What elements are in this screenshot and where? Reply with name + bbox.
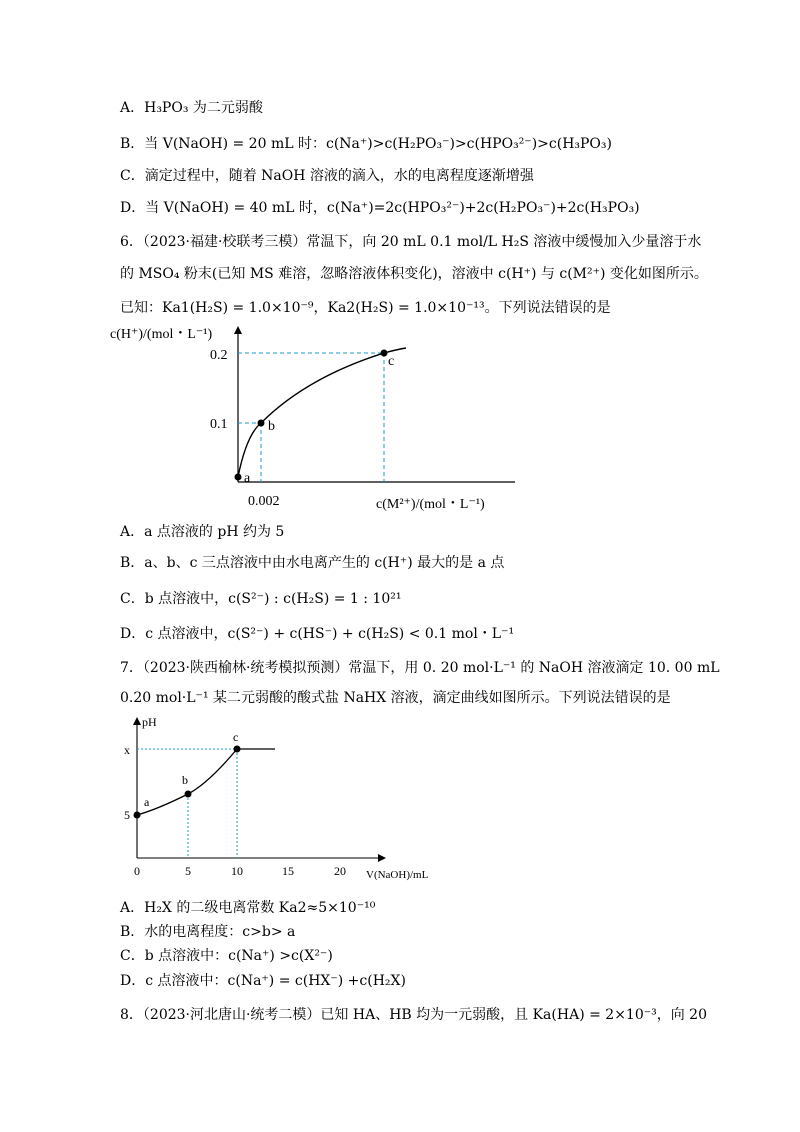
q7-label-a: a [144, 795, 150, 809]
q6-x-label: c(M²⁺)/(mol・L⁻¹) [376, 497, 485, 512]
q6-ytick-0-1: 0.1 [210, 417, 228, 432]
q7-label-b: b [182, 773, 188, 787]
q6-option-b: B．a、b、c 三点溶液中由水电离产生的 c(H⁺) 最大的是 a 点 [120, 555, 505, 571]
q6-ytick-0-2: 0.2 [210, 348, 228, 363]
q7-point-a [134, 812, 141, 819]
q7-xtick-5: 5 [185, 864, 191, 878]
q7-xtick-0: 0 [134, 864, 140, 878]
q6-point-c [381, 350, 388, 357]
q6-y-label: c(H⁺)/(mol・L⁻¹) [110, 327, 213, 342]
q7-x-arrow [378, 854, 386, 862]
q7-option-c: C．b 点溶液中：c(Na⁺) >c(X²⁻) [120, 948, 333, 964]
q6-graph [100, 322, 520, 522]
q7-y-label: pH [142, 715, 157, 729]
q5-option-d: D．当 V(NaOH) = 40 mL 时，c(Na⁺)=2c(HPO₃²⁻)+2c(H₂PO₃⁻)+2c(H₃PO₃) [120, 200, 640, 216]
q6-option-c: C．b 点溶液中，c(S²⁻) : c(H₂S) = 1 : 10²¹ [120, 591, 402, 607]
q7-xtick-20: 20 [334, 864, 346, 878]
q7-stem-line-2: 0.20 mol·L⁻¹ 某二元弱酸的酸式盐 NaHX 溶液，滴定曲线如图所示。下列说法错误的是 [120, 690, 671, 706]
q6-point-a [235, 474, 242, 481]
q5-option-a: A．H₃PO₃ 为二元弱酸 [120, 100, 263, 116]
q7-xtick-15: 15 [282, 864, 294, 878]
q6-xtick-0-002: 0.002 [248, 494, 280, 509]
q6-label-b: b [268, 419, 275, 434]
q6-option-a: A．a 点溶液的 pH 约为 5 [120, 524, 285, 540]
q7-x-label: V(NaOH)/mL [366, 869, 429, 881]
q7-curve [137, 749, 275, 815]
q6-y-arrow [234, 326, 242, 334]
q6-stem-line-1: 6．（2023·福建·校联考三模）常温下，向 20 mL 0.1 mol/L H₂S 溶液中缓慢加入少量溶于水 [120, 234, 702, 250]
q6-stem-line-2: 的 MSO₄ 粉末(已知 MS 难溶，忽略溶液体积变化)，溶液中 c(H⁺) 与 c(M²⁺) 变化如图所示。 [120, 266, 708, 282]
q5-option-c: C．滴定过程中，随着 NaOH 溶液的滴入，水的电离程度逐渐增强 [120, 168, 534, 184]
q6-point-b [258, 420, 265, 427]
q6-curve [238, 348, 406, 477]
q7-point-b [185, 791, 192, 798]
q6-option-d: D．c 点溶液中，c(S²⁻) + c(HS⁻) + c(H₂S) < 0.1 mol・L⁻¹ [120, 626, 515, 642]
q7-stem-line-1: 7．（2023·陕西榆林·统考模拟预测）常温下，用 0. 20 mol·L⁻¹ 的 NaOH 溶液滴定 10. 00 mL [120, 660, 720, 676]
q7-ytick-x: x [124, 743, 130, 757]
q7-xtick-10: 10 [231, 864, 243, 878]
q7-option-b: B．水的电离程度：c>b> a [120, 924, 296, 940]
q7-graph [100, 712, 460, 890]
q7-ytick-5: 5 [124, 808, 130, 822]
q7-option-a: A．H₂X 的二级电离常数 Ka2≈5×10⁻¹⁰ [120, 900, 376, 916]
q8-stem-line-1: 8．（2023·河北唐山·统考二模）已知 HA、HB 均为一元弱酸，且 Ka(HA) = 2×10⁻³，向 20 [120, 1007, 708, 1023]
q6-stem-line-3: 已知：Ka1(H₂S) = 1.0×10⁻⁹，Ka2(H₂S) = 1.0×10⁻¹³。下列说法错误的是 [120, 300, 611, 316]
q6-label-a: a [244, 471, 251, 486]
q7-label-c: c [233, 730, 239, 744]
q7-point-c [234, 746, 241, 753]
q5-option-b: B．当 V(NaOH) = 20 mL 时：c(Na⁺)>c(H₂PO₃⁻)>c(HPO₃²⁻)>c(H₃PO₃) [120, 136, 612, 152]
q7-y-arrow [133, 717, 141, 725]
q7-option-d: D．c 点溶液中：c(Na⁺) = c(HX⁻) +c(H₂X) [120, 973, 406, 989]
q6-label-c: c [388, 354, 395, 369]
